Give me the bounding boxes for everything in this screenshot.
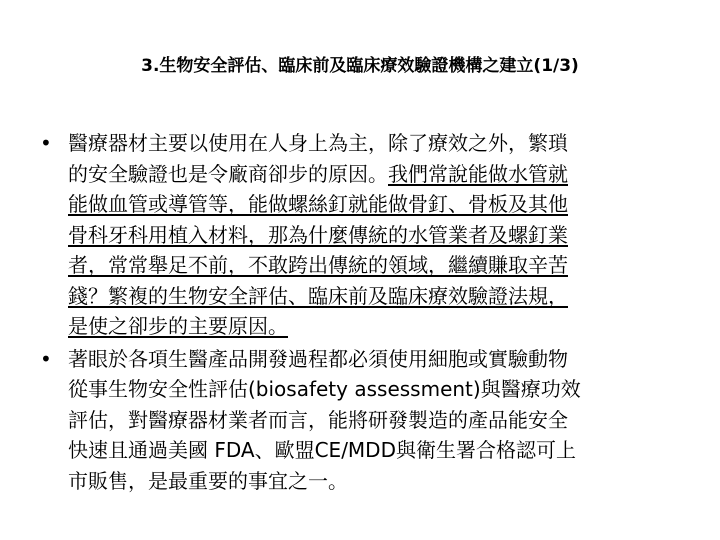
text-segment: 醫療器材主要以使用在人身上為主，除了療效之外，繁瑣 — [68, 131, 568, 155]
text-segment: 市販售，是最重要的事宜之一。 — [68, 468, 348, 493]
bullet-dot-icon: • — [40, 131, 52, 155]
bullet-list — [40, 128, 680, 498]
text-line — [68, 159, 680, 190]
text-line — [68, 344, 680, 375]
text-segment: 骨科牙科用植入材料，那為什麼傳統的水管業者及螺釘業 — [68, 222, 568, 247]
text-segment: 的安全驗證也是令廠商卻步的原因。 — [68, 161, 388, 186]
bullet-dot-icon: • — [40, 346, 52, 371]
text-segment: 快速且通過美國 FDA、歐盟CE/MDD與衛生署合格認可上 — [68, 438, 576, 462]
text-line — [68, 128, 680, 159]
underlined-text-line — [68, 189, 680, 220]
underlined-text-line — [68, 311, 680, 342]
text-line — [68, 374, 680, 405]
underlined-text-line — [68, 220, 680, 251]
text-segment: 從事生物安全性評估(biosafety assessment)與醫療功效 — [68, 377, 581, 401]
text-segment: 者，常常舉足不前，不敢跨出傳統的領域，繼續賺取辛苦 — [68, 253, 568, 277]
text-segment: 是使之卻步的主要原因。 — [68, 314, 288, 338]
bullet-item — [40, 128, 680, 342]
underlined-text-line — [68, 281, 680, 312]
text-segment: 錢？繁複的生物安全評估、臨床前及臨床療效驗證法規， — [68, 283, 568, 308]
underlined-text: 我們常說能做水管就 — [388, 161, 568, 186]
text-line — [68, 405, 680, 436]
text-segment: 評估，對醫療器材業者而言，能將研發製造的產品能安全 — [68, 407, 568, 432]
text-segment: 著眼於各項生醫產品開發過程都必須使用細胞或實驗動物 — [68, 346, 568, 371]
underlined-text-line — [68, 250, 680, 281]
text-line — [68, 466, 680, 497]
slide-title: 3.生物安全評估、臨床前及臨床療效驗證機構之建立(1/3) — [141, 56, 579, 76]
text-line — [68, 435, 680, 466]
bullet-item — [40, 344, 680, 497]
text-segment: 能做血管或導管等，能做螺絲釘就能做骨釘、骨板及其他 — [68, 192, 568, 216]
